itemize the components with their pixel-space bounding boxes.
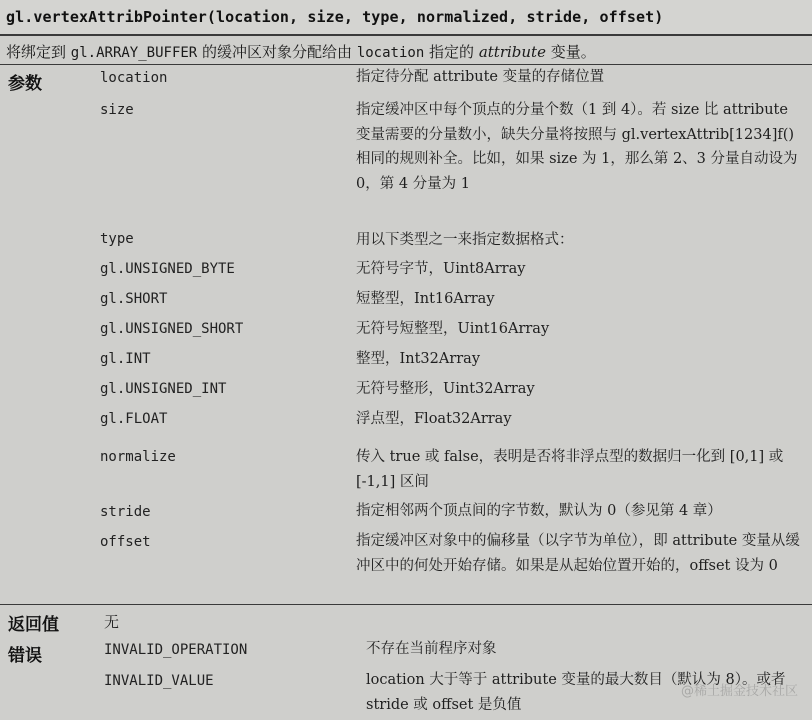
- param-name-stride: stride: [100, 504, 151, 520]
- param-desc-normalize: 传入 true 或 false，表明是否将非浮点型的数据归一化到 [0,1] 或 [-1,1] 区间: [356, 449, 784, 490]
- type-desc-short: 短整型，Int16Array: [356, 291, 495, 307]
- errors-heading: 错误: [8, 646, 42, 666]
- param-name-normalize: normalize: [100, 449, 176, 465]
- param-desc-type: 用以下类型之一来指定数据格式：: [356, 232, 574, 248]
- signature-bar: [0, 0, 812, 36]
- params-heading: 参数: [8, 74, 42, 94]
- desc-attribute: attribute: [478, 43, 546, 61]
- param-desc-location: 指定待分配 attribute 变量的存储位置: [356, 69, 605, 85]
- param-name-size: size: [100, 102, 134, 118]
- type-option-int: gl.INT: [100, 351, 151, 367]
- function-signature: gl.vertexAttribPointer(location, size, type, normalized, stride, offset): [6, 8, 664, 26]
- type-desc-float: 浮点型，Float32Array: [356, 411, 512, 427]
- type-desc-unsigned-int: 无符号整形，Uint32Array: [356, 381, 535, 397]
- type-option-unsigned-byte: gl.UNSIGNED_BYTE: [100, 261, 235, 277]
- desc-mid: 的缓冲区对象分配给由: [202, 43, 353, 61]
- type-option-float: gl.FLOAT: [100, 411, 168, 427]
- param-name-location: location: [100, 70, 168, 86]
- param-name-offset: offset: [100, 534, 151, 550]
- watermark: @稀土掘金技术社区: [680, 684, 798, 699]
- return-value: 无: [104, 613, 120, 631]
- param-desc-stride: 指定相邻两个顶点间的字节数，默认为 0（参见第 4 章）: [356, 503, 722, 519]
- function-description: [6, 41, 596, 62]
- param-desc-size: 指定缓冲区中每个顶点的分量个数（1 到 4）。若 size 比 attribute 变量需要的分量数小，缺失分量将按照与 gl.vertexAttrib[1234]f() 相同的规则补全。比如，如果 size 为 1，那么第 2、3 分量自动设为 0，第 4 分量为 1: [356, 102, 798, 192]
- type-option-unsigned-int: gl.UNSIGNED_INT: [100, 381, 227, 397]
- param-name-type: type: [100, 231, 134, 247]
- type-option-unsigned-short: gl.UNSIGNED_SHORT: [100, 321, 244, 337]
- error-name-invalid-operation: INVALID_OPERATION: [104, 642, 248, 658]
- return-heading: 返回值: [8, 615, 59, 635]
- type-option-short: gl.SHORT: [100, 291, 168, 307]
- desc-location: location: [356, 45, 425, 61]
- desc-mid2: 指定的: [429, 43, 475, 61]
- error-name-invalid-value: INVALID_VALUE: [104, 673, 214, 689]
- desc-prefix: 将绑定到: [6, 43, 67, 61]
- type-desc-unsigned-short: 无符号短整型，Uint16Array: [356, 321, 550, 337]
- divider: [0, 604, 812, 605]
- type-desc-int: 整型，Int32Array: [356, 351, 481, 367]
- desc-suffix: 变量。: [550, 43, 596, 61]
- param-desc-offset: 指定缓冲区对象中的偏移量（以字节为单位），即 attribute 变量从缓冲区中的何处开始存储。如果是从起始位置开始的，offset 设为 0: [356, 533, 800, 574]
- error-desc-invalid-operation: 不存在当前程序对象: [366, 641, 497, 657]
- type-desc-unsigned-byte: 无符号字节，Uint8Array: [356, 261, 526, 277]
- desc-buffer: gl.ARRAY_BUFFER: [70, 45, 198, 61]
- error-desc-invalid-value: location 大于等于 attribute 变量的最大数目（默认为 8）。或者 stride 或 offset 是负值: [366, 672, 786, 713]
